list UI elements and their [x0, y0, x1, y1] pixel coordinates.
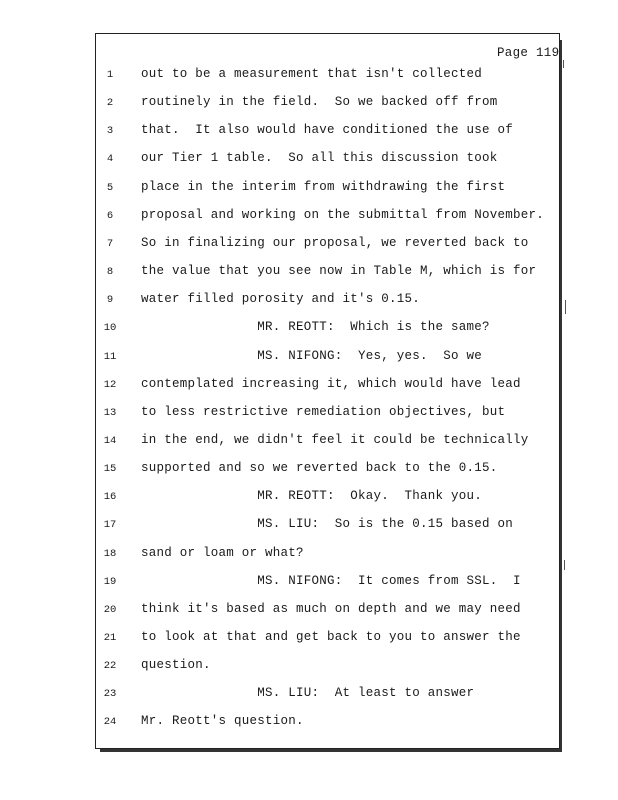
- line-number: 7: [106, 237, 114, 250]
- scan-artifact: [563, 60, 564, 68]
- page-edge-shadow-right: [560, 40, 562, 752]
- line-number: 2: [106, 97, 114, 110]
- transcript-line: supported and so we reverted back to the 0.15.: [141, 461, 498, 476]
- transcript-line: place in the interim from withdrawing the first: [141, 179, 506, 194]
- line-number: 20: [103, 603, 117, 616]
- line-number: 12: [103, 378, 117, 391]
- transcript-line: MS. NIFONG: Yes, yes. So we: [141, 348, 483, 363]
- line-number: 19: [103, 575, 117, 588]
- scan-artifact: [565, 300, 566, 314]
- line-number: 1: [106, 69, 114, 81]
- line-number: 8: [106, 266, 114, 279]
- transcript-line: to look at that and get back to you to answer the: [141, 630, 521, 644]
- transcript-line: in the end, we didn't feel it could be technically: [141, 432, 529, 447]
- line-number: 18: [103, 547, 117, 560]
- line-number: 21: [103, 632, 117, 644]
- line-number: 5: [106, 181, 114, 194]
- transcript-line: MR. REOTT: Okay. Thank you.: [141, 489, 483, 504]
- transcript-line: sand or loam or what?: [141, 545, 304, 560]
- transcript-line: contemplated increasing it, which would have lead: [141, 376, 521, 391]
- line-number: 15: [103, 463, 117, 476]
- transcript-line: the value that you see now in Table M, which is for: [141, 264, 537, 279]
- transcript-line: proposal and working on the submittal from November.: [141, 207, 545, 222]
- transcript-line: MS. LIU: So is the 0.15 based on: [141, 517, 514, 532]
- transcript-line: to less restrictive remediation objectives, but: [141, 404, 506, 419]
- transcript-line: our Tier 1 table. So all this discussion took: [141, 151, 498, 166]
- line-number: 22: [103, 660, 117, 673]
- line-number: 14: [103, 434, 117, 447]
- transcript-line: think it's based as much on depth and we may need: [141, 601, 521, 616]
- transcript-line: MS. LIU: At least to answer: [141, 686, 475, 701]
- transcript-line: water filled porosity and it's 0.15.: [141, 292, 421, 307]
- page-edge-shadow-bottom: [100, 749, 562, 752]
- line-number: 13: [103, 406, 117, 419]
- scan-artifact: [564, 560, 565, 570]
- transcript-line: Mr. Reott's question.: [141, 714, 304, 729]
- transcript-line: routinely in the field. So we backed off from: [141, 95, 498, 110]
- line-number: 24: [103, 716, 117, 729]
- line-number: 11: [103, 350, 117, 363]
- line-number: 9: [106, 294, 114, 307]
- transcript-line: So in finalizing our proposal, we reverted back to: [141, 235, 529, 250]
- line-number: 23: [103, 688, 117, 701]
- transcript-line: MS. NIFONG: It comes from SSL. I: [141, 573, 521, 588]
- line-number: 6: [106, 209, 114, 222]
- line-number: 3: [106, 125, 114, 138]
- line-number: 4: [106, 153, 114, 166]
- page-number: Page 119: [497, 46, 560, 60]
- line-number: 16: [103, 491, 117, 504]
- line-number: 10: [103, 322, 117, 335]
- transcript-line: out to be a measurement that isn't collected: [141, 67, 483, 81]
- transcript-line: MR. REOTT: Which is the same?: [141, 320, 490, 335]
- transcript-line: that. It also would have conditioned the use of: [141, 123, 514, 138]
- line-number: 17: [103, 519, 117, 532]
- transcript-line: question.: [141, 658, 211, 673]
